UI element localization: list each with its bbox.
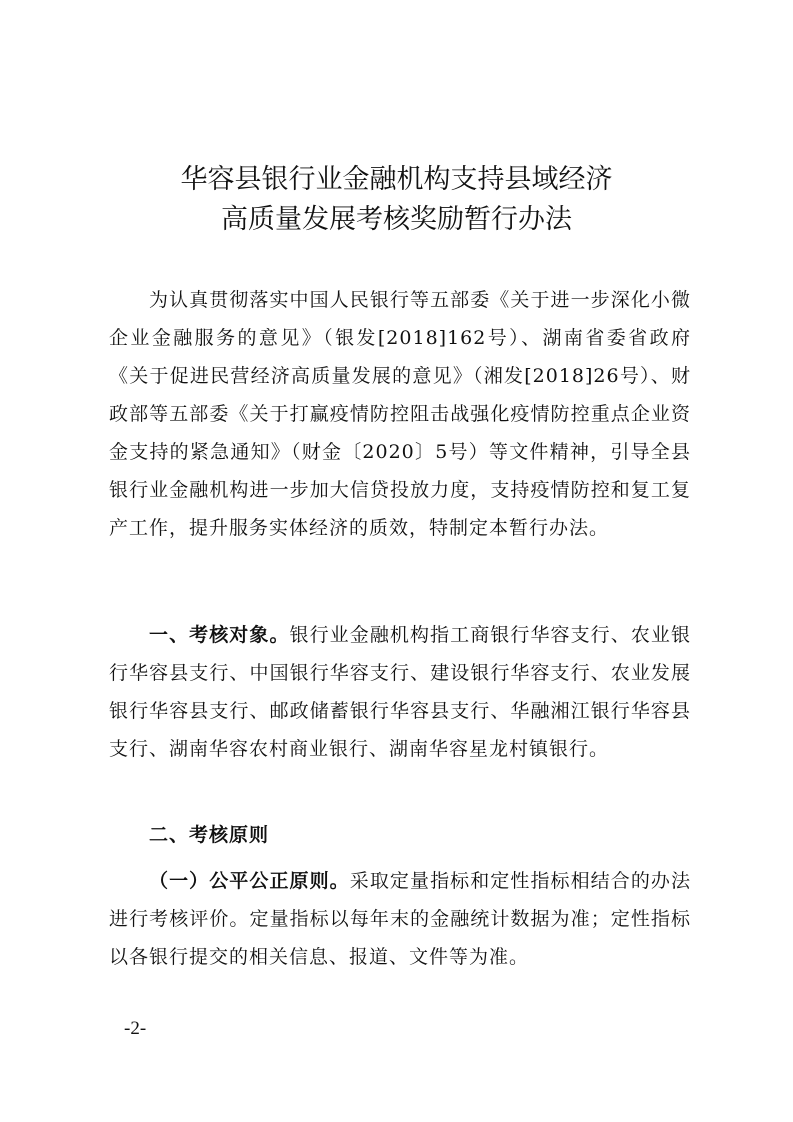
section-1-text: 银行业金融机构指工商银行华容支行、农业银行华容县支行、中国银行华容支行、建设银行华容支行、农业发展银行华容县支行、邮政储蓄银行华容县支行、华融湘江银行华容县支行、湖南华容农村商业银行、湖南华容星龙村镇银行。: [109, 624, 691, 760]
page-number: -2-: [124, 1018, 147, 1039]
section-1-paragraph: [109, 616, 691, 768]
section-2-heading: 二、考核原则: [149, 824, 270, 846]
document-title-line-2: 高质量发展考核奖励暂行办法: [221, 204, 572, 235]
document-title-line-1: 华容县银行业金融机构支持县域经济: [180, 164, 613, 195]
section-1-heading: 一、考核对象。: [149, 624, 290, 646]
subsection-1-paragraph: [109, 862, 691, 976]
subsection-1-text: 采取定量指标和定性指标相结合的办法进行考核评价。定量指标以每年末的金融统计数据为准；定性指标以各银行提交的相关信息、报道、文件等为准。: [109, 870, 691, 968]
subsection-1-heading: （一）公平公正原则。: [149, 870, 350, 892]
intro-paragraph: 为认真贯彻落实中国人民银行等五部委《关于进一步深化小微企业金融服务的意见》（银发[2018]162号）、湖南省委省政府《关于促进民营经济高质量发展的意见》（湘发[2018]26号）、财政部等五部委《关于打赢疫情防控阻击战强化疫情防控重点企业资金支持的紧急通知》（财金〔2020〕5号）等文件精神，引导全县银行业金融机构进一步加大信贷投放力度，支持疫情防控和复工复产工作，提升服务实体经济的质效，特制定本暂行办法。: [109, 289, 691, 539]
